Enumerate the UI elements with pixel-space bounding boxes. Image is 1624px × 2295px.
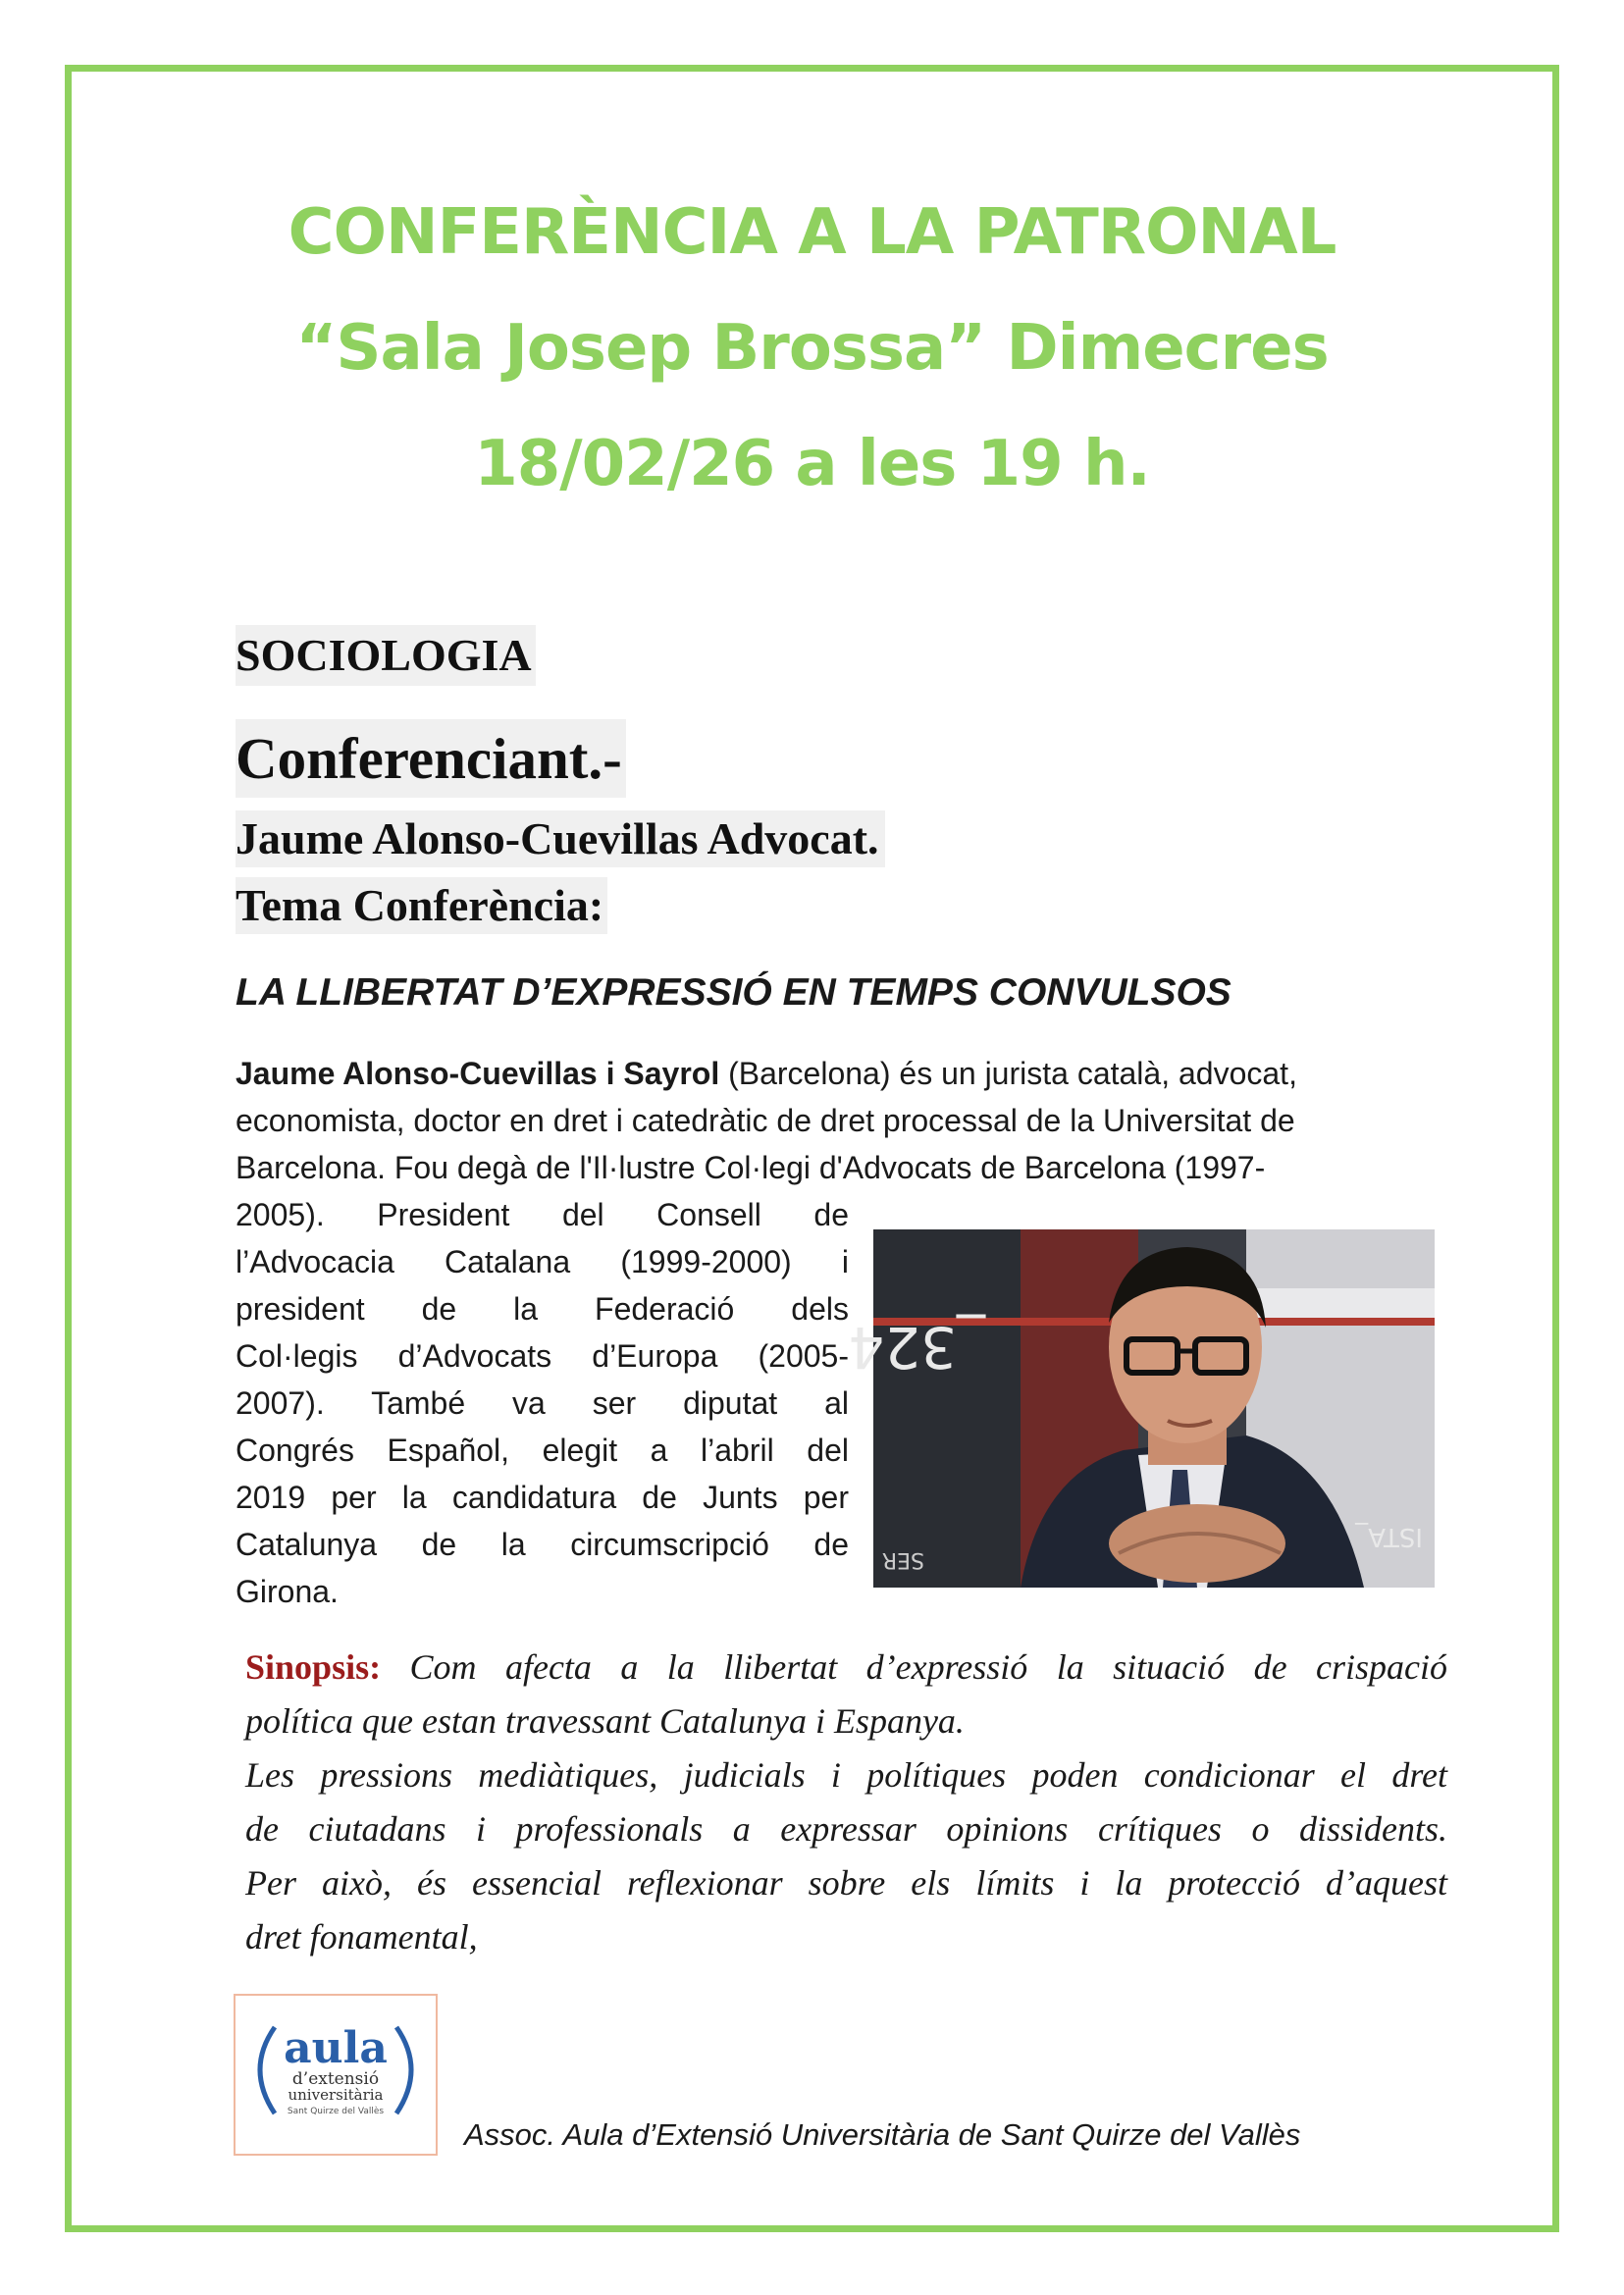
synopsis-line-4: de ciutadans i professionals a expressar opinions crítiques o dissidents.	[245, 1809, 1447, 1849]
speaker-name: Jaume Alonso-Cuevillas Advocat.	[236, 810, 885, 867]
bio-line-1-text: (Barcelona) és un jurista català, advocat,	[719, 1056, 1297, 1091]
synopsis-line-1-text: Com afecta a la llibertat d’expressió la situació de crispació	[381, 1647, 1447, 1687]
bio-line-9: Congrés Español, elegit a l’abril del	[236, 1433, 849, 1468]
association-name: Assoc. Aula d’Extensió Universitària de Sant Quirze del Vallès	[464, 2117, 1301, 2152]
bio-line-4: 2005). President del Consell de	[236, 1197, 849, 1232]
photo-screen-text-left: _324	[848, 1314, 985, 1381]
bio-line-10: 2019 per la candidatura de Junts per	[236, 1480, 849, 1515]
logo-line-1: d’extensió	[291, 2069, 380, 2089]
bio-line-8: 2007). També va ser diputat al	[236, 1385, 849, 1421]
bio-line-5: l’Advocacia Catalana (1999-2000) i	[236, 1244, 849, 1279]
bio-line-12: Girona.	[236, 1574, 339, 1609]
bio-speaker-name: Jaume Alonso-Cuevillas i Sayrol	[236, 1056, 720, 1091]
logo-word: aula	[284, 2023, 388, 2073]
synopsis-line-1	[245, 1641, 1447, 1695]
synopsis-line-3: Les pressions mediàtiques, judicials i polítiques poden condicionar el dret	[245, 1755, 1447, 1795]
topic-heading: Tema Conferència:	[236, 877, 607, 934]
title-line-2: “Sala Josep Brossa” Dimecres	[295, 312, 1329, 385]
speaker-heading: Conferenciant.-	[236, 719, 626, 798]
speaker-photo	[848, 1229, 1435, 1588]
title-line-3: 18/02/26 a les 19 h.	[474, 428, 1150, 500]
photo-screen-text-right: ISTA_	[1355, 1522, 1423, 1551]
conference-topic: LA LLIBERTAT D’EXPRESSIÓ EN TEMPS CONVULSOS	[236, 971, 1231, 1014]
synopsis-line-2: política que estan travessant Catalunya i Espanya.	[245, 1701, 965, 1741]
logo-line-2: universitària	[288, 2086, 384, 2104]
bio-line-6: president de la Federació dels	[236, 1291, 849, 1327]
synopsis-line-5: Per això, és essencial reflexionar sobre els límits i la protecció d’aquest	[245, 1863, 1447, 1903]
bio-line-7: Col·legis d’Advocats d’Europa (2005-	[236, 1338, 849, 1374]
category-label: SOCIOLOGIA	[236, 625, 536, 686]
bio-line-1	[236, 1050, 1297, 1097]
bio-line-11: Catalunya de la circumscripció de	[236, 1527, 849, 1562]
bio-line-3: Barcelona. Fou degà de l'Il·lustre Col·legi d'Advocats de Barcelona (1997-	[236, 1150, 1266, 1185]
synopsis-line-6: dret fonamental,	[245, 1917, 478, 1956]
photo-screen-text-bottom: SER	[881, 1547, 924, 1572]
aula-logo	[234, 1994, 438, 2156]
aula-logo-art	[236, 1996, 436, 2154]
logo-line-3: Sant Quirze del Vallès	[287, 2107, 385, 2116]
speaker-photo-art	[848, 1229, 1435, 1588]
synopsis-label: Sinopsis:	[245, 1647, 382, 1687]
title-line-1: CONFERÈNCIA A LA PATRONAL	[288, 196, 1336, 269]
bio-line-2: economista, doctor en dret i catedràtic de dret processal de la Universitat de	[236, 1103, 1295, 1138]
